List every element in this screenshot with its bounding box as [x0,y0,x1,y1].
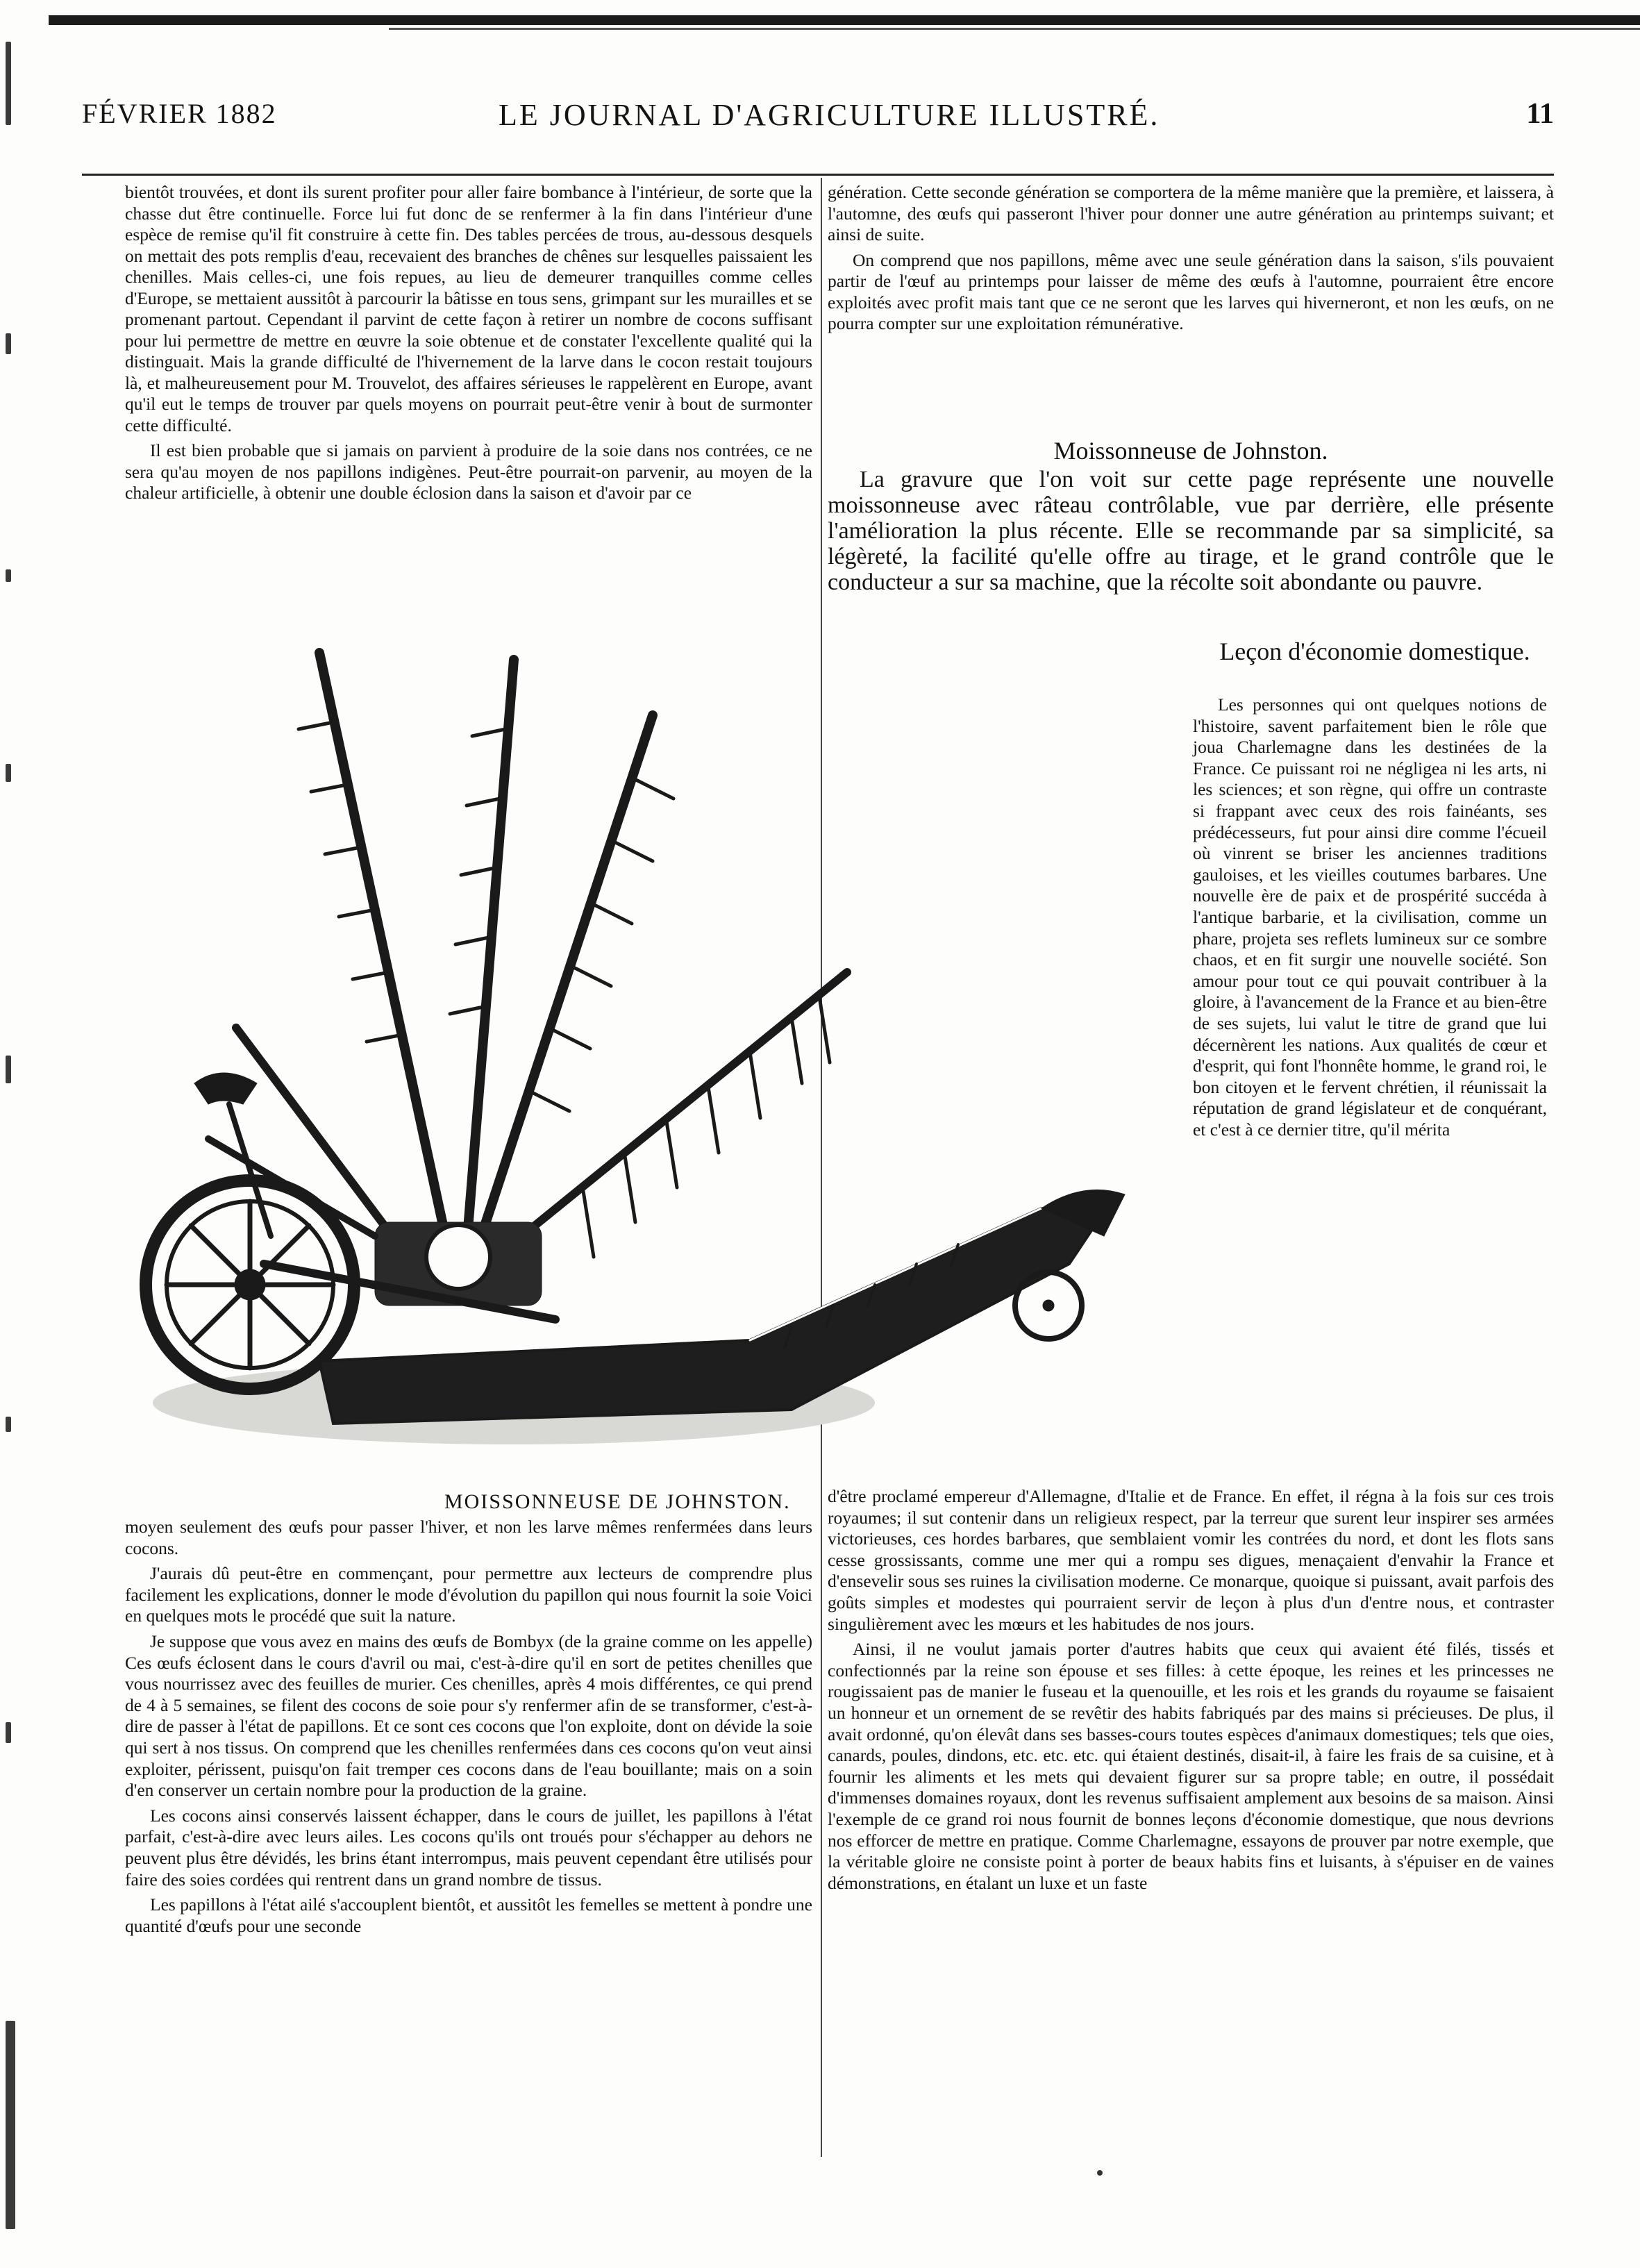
issue-date: FÉVRIER 1882 [82,98,277,129]
paragraph: Je suppose que vous avez en mains des œufs de Bombyx (de la graine comme on les appelle) Ces œufs éclosent dans le cours d'avril ou mai, c'est-à-dire qu'il en sort de petites chenilles que vous nourrissez avec des feuilles de murier. Ces chenilles, après 4 mois différentes, ce qui prend de 4 à 5 semaines, se filent des cocons de soie pour s'y renfermer afin de se transformer, c'est-à-dire de passer à l'état de papillons. Et ce sont ces cocons que l'on exploite, dont on dévide la soie qui sert à nos tissus. On comprend que les chenilles renfermées dans ces cocons qu'on veut ainsi exploiter, périssent, puisqu'on fait tremper ces cocons dans de l'eau bouillante; mais on a soin d'en conserver un certain nombre pour la production de la graine. [125,1631,812,1801]
paragraph: Les personnes qui ont quelques notions de l'histoire, savent parfaitement bien le rôle que joua Charlemagne dans les destinées de la France. Ce puissant roi ne négligea ni les arts, ni les sciences; et son règne, qui offre un contraste si frappant avec ceux des rois fainéants, ses prédécesseurs, fut pour ainsi dire comme l'écueil où vinrent se briser les anciennes traditions gauloises, et les vieilles coutumes barbares. Une nouvelle ère de paix et de prospérité succéda à l'antique barbarie, et la civilisation, comme un phare, projeta ses reflets lumineux sur ce sombre chaos, et en fit surgir une nouvelle société. Son amour pour tout ce qui pouvait contribuer à la gloire, à l'avancement de la France et au bien-être de ses sujets, lui valut le titre de grand que lui décernèrent les nations. Aux qualités de cœur et d'esprit, qui font l'honnête homme, le grand roi, le bon citoyen et le fervent chrétien, il réunissait la réputation de grand législateur et de conquérant, et c'est à ce dernier titre, qu'il mérita [1193,694,1547,1140]
paragraph: Ainsi, il ne voulut jamais porter d'autres habits que ceux qui avaient été filés, tissés et confectionnés par la reine son épouse et ses filles: à cette époque, les reines et les princesses ne rougissaient pas de manier le fuseau et la quenouille, et les rois et les grands du royaume se faisaient un honneur et un ornement de se revêtir des habits fabriqués par des mains si précieuses. De plus, il avait ordonné, qu'on élevât dans ses basses-cours toutes espèces d'animaux domestiques; tels que oies, canards, poules, dindons, etc. etc. etc. qui étaient destinés, disait-il, à faire les frais de sa cuisine, et à fournir les aliments et les mets qui devaient figurer sur sa propre table; en outre, il possédait d'immenses domaines royaux, dont les revenus suffisaient amplement aux besoins de sa maison. Ainsi l'exemple de ce grand roi nous fournit de bonnes leçons d'économie domestique, que nous devrions nos efforcer de mettre en pratique. Comme Charlemagne, essayons de prouver par notre exemple, que la véritable gloire ne consiste point à porter de beaux habits fins et luisants, à s'épuiser en de vaines démonstrations, en étalant un luxe et un faste [828,1639,1554,1893]
article-title: Moissonneuse de Johnston. [1053,437,1328,465]
paragraph: bientôt trouvées, et dont ils surent profiter pour aller faire bombance à l'intérieur, de sorte que la chasse dut être continuelle. Force lui fut donc de se renfermer à la fin dans l'intérieur d'une espèce de remise qu'il fit construire à cette fin. Des tables percées de trous, au-dessous desquels on mettait des pots remplis d'eau, recevaient des branches de chênes sur lesquelles paissaient les chenilles. Mais celles-ci, une fois repues, au lieu de demeurer tranquilles comme celles d'Europe, se mettaient aussitôt à parcourir la bâtisse en tous sens, grimpant sur les murailles et se promenant partout. Cependant il parvint de cette façon à retirer un nombre de cocons suffisant pour lui permettre de mettre en œuvre la soie obtenue et de constater l'excellente qualité qui la distinguait. Mais la grande difficulté de l'hivernement de la larve dans le cocon restait toujours là, et malheureusement pour M. Trouvelot, des affaires sérieuses le rappelèrent en Europe, avant qu'il eut le temps de trouver par quels moyens on pourrait peut-être venir à bout de surmonter cette difficulté. [125,182,812,435]
lead-paragraph: La gravure que l'on voit sur cette page représente une nouvelle moissonneuse avec râteau contrôlable, vue par derrière, elle présente l'amélioration la plus récente. Elle se recommande par sa simplicité, sa légèreté, la facilité qu'elle offre au tirage, et le grand contrôle que le conducteur a sur sa machine, que la récolte soit abondante ou pauvre. [828,467,1554,595]
narrow-column [1193,694,1547,1144]
left-column-bottom [125,1517,812,1941]
paragraph: Les cocons ainsi conservés laissent échapper, dans le cours de juillet, les papillons à l'état parfait, c'est-à-dire avec leurs ailes. Les cocons qu'ils ont troués pour s'échapper au dehors ne peuvent plus être dévidés, les brins étant interrompus, mais peuvent cependant être utilisés pour faire des soies cordées qui rentrent dans un grand nombre de tissus. [125,1805,812,1890]
page-number: 11 [1526,98,1554,130]
paragraph: On comprend que nos papillons, même avec une seule génération dans la saison, s'ils pouvaient partir de l'œuf au printemps pour laisser de même des œufs à l'automne, pourraient être encore exploités avec profit mais tant que ce ne seront que les larves qui hiverneront, et non les œufs, on ne pourra compter sur une exploitation rémunérative. [828,249,1554,333]
scan-margin-artifact [0,42,25,2268]
top-border-rule-thin [389,28,1640,30]
paragraph: génération. Cette seconde génération se comportera de la même manière que la première, et laissera, à l'automne, des œufs qui passeront l'hiver pour donner une autre génération au printemps suivant; et ainsi de suite. [828,182,1554,244]
paragraph: d'être proclamé empereur d'Allemagne, d'Italie et de France. En effet, il régna à la fois sur ces trois royaumes; il sut contenir dans un religieux respect, par la terreur que surent leur inspirer ses armées victorieuses, ces hordes barbares, que semblaient vomir les contrées du nord, et dont les flots sans cesse grossissants, comme une mer qui a rompu ses digues, menaçaient d'envahir la France et d'ensevelir sous ses ruines la civilisation moderne. Ce monarque, quoique si puissant, avait parfois des goûts simples et modestes qui pourraient servir de leçon à plus d'un d'entre nous, et contraster singulièrement avec les mœurs et les habitudes de nos jours. [828,1486,1554,1634]
right-column-top [828,182,1554,339]
paragraph: Les papillons à l'état ailé s'accouplent bientôt, et aussitôt les femelles se mettent à pondre une quantité d'œufs pour une seconde [125,1894,812,1936]
left-column-top [125,182,812,508]
figure-caption: MOISSONNEUSE DE JOHNSTON. [444,1490,791,1513]
harvester-engraving [125,639,1180,1483]
right-column-bottom [828,1486,1554,1898]
paragraph: Il est bien probable que si jamais on parvient à produire de la soie dans nos contrées, ce ne sera qu'au moyen de nos papillons indigènes. Peut-être pourrait-on parvenir, au moyen de la chaleur artificielle, à obtenir une double éclosion dans la saison et d'avoir par ce [125,440,812,503]
paragraph: J'aurais dû peut-être en commençant, pour permettre aux lecteurs de comprendre plus facilement les explications, donner le mode d'évolution du papillon qui nous fournit la soie Voici en quelques mots le procédé que suit la nature. [125,1563,812,1626]
harvester-illustration [125,639,1180,1483]
header-rule [82,174,1554,176]
page-header [82,97,1554,139]
paragraph: moyen seulement des œufs pour passer l'hiver, et non les larve mêmes renfermées dans leurs cocons. [125,1517,812,1558]
journal-title: LE JOURNAL D'AGRICULTURE ILLUSTRÉ. [499,98,1160,132]
print-speck [1097,2170,1103,2176]
article-lead [828,467,1554,595]
section-title: Leçon d'économie domestique. [1219,637,1530,665]
top-border-rule [49,15,1640,25]
